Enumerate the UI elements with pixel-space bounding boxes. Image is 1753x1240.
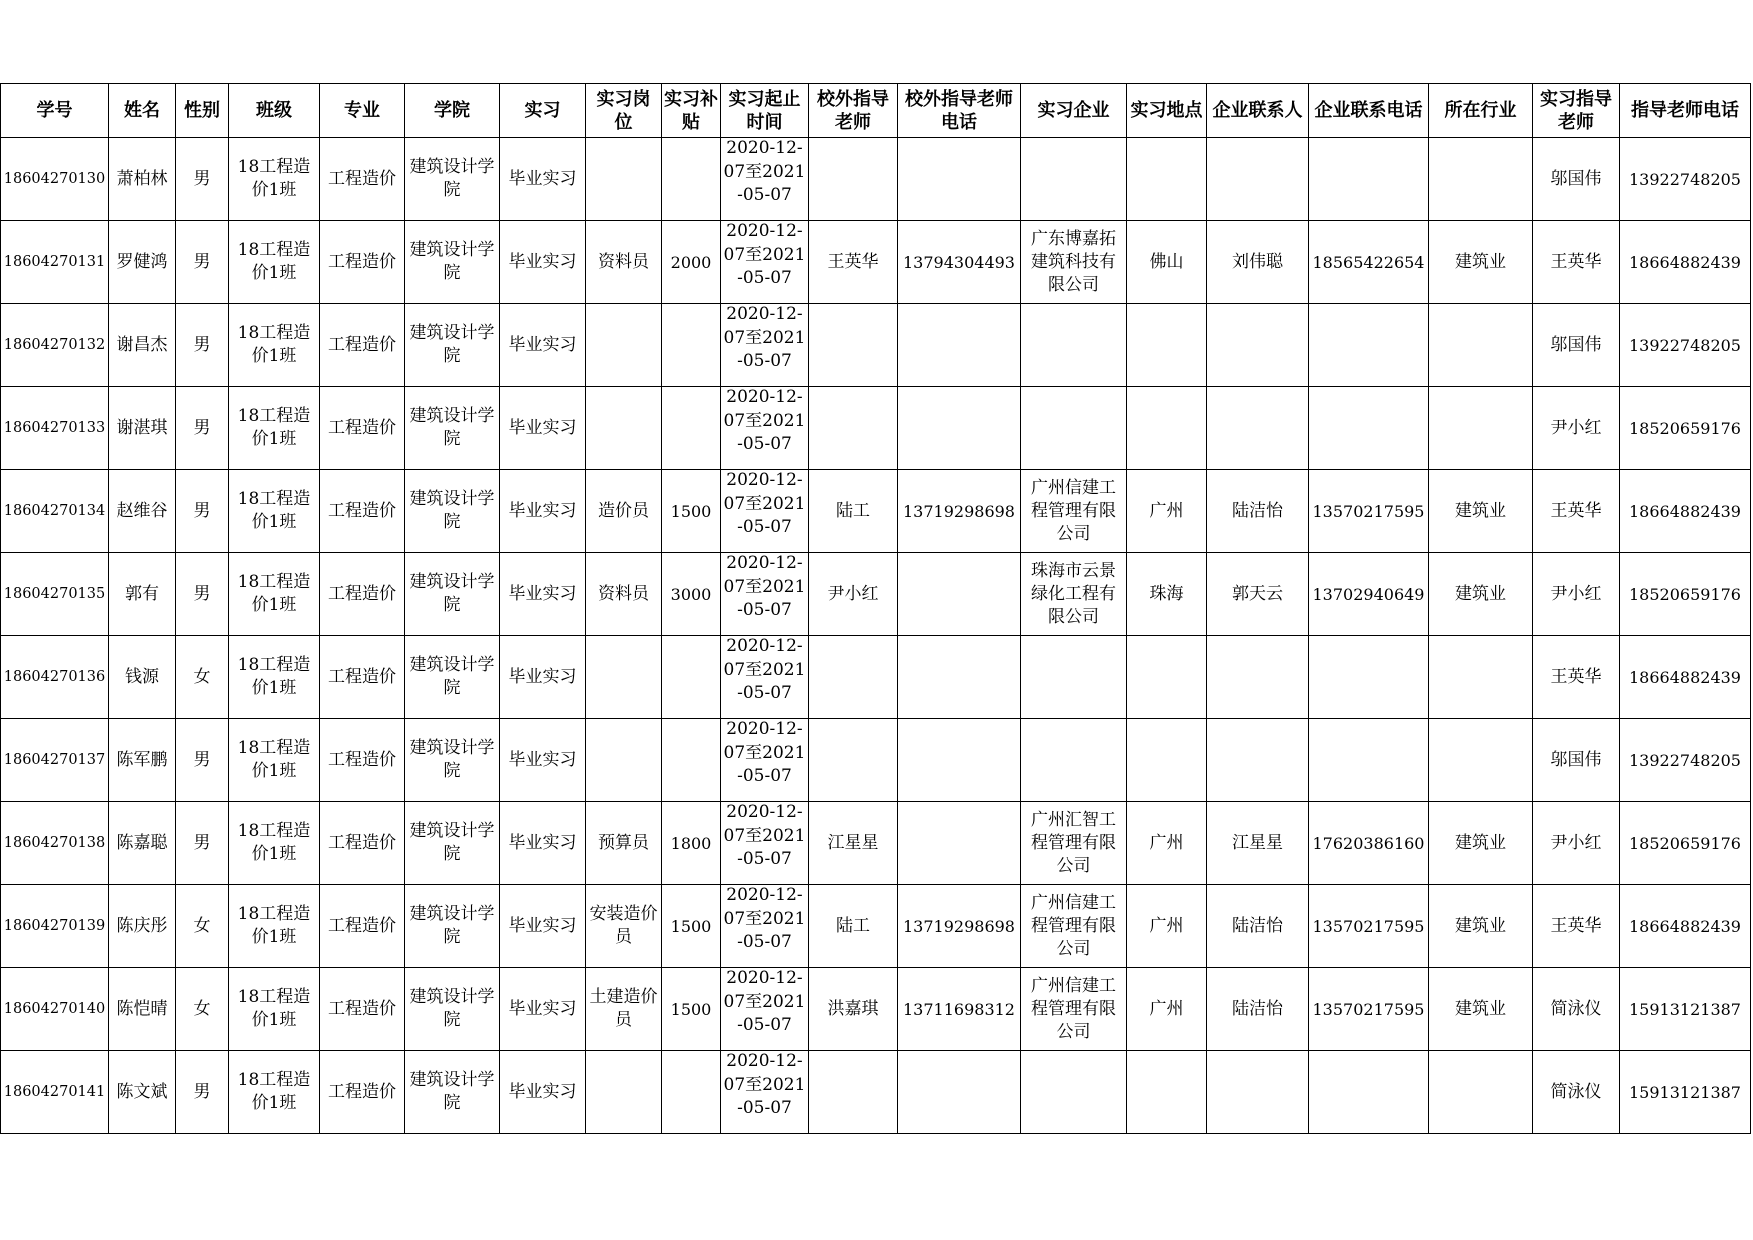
cell-position [586,719,662,802]
cell-subsidy: 1800 [662,802,721,885]
cell-major: 工程造价 [320,470,405,553]
cell-location: 佛山 [1127,221,1207,304]
cell-period [721,470,809,553]
cell-location: 广州 [1127,802,1207,885]
cell-industry [1429,636,1533,719]
cell-college: 建筑设计学院 [405,387,500,470]
cell-major: 工程造价 [320,968,405,1051]
cell-company-phone [1309,138,1429,221]
cell-internship: 毕业实习 [500,470,586,553]
cell-supervisor: 尹小红 [1533,553,1620,636]
cell-subsidy: 1500 [662,968,721,1051]
cell-name: 谢湛琪 [109,387,176,470]
cell-external-mentor-phone: 13794304493 [898,221,1021,304]
period-text: 2020-12-07至2021-05-07 [723,138,806,205]
col-header-subsidy: 实习补贴 [662,84,721,138]
cell-class: 18工程造价1班 [229,387,320,470]
cell-position: 资料员 [586,221,662,304]
cell-college: 建筑设计学院 [405,719,500,802]
col-header-supervisor: 实习指导老师 [1533,84,1620,138]
cell-company-contact: 郭天云 [1207,553,1309,636]
cell-external-mentor-phone [898,387,1021,470]
cell-name: 陈军鹏 [109,719,176,802]
cell-position: 预算员 [586,802,662,885]
cell-major: 工程造价 [320,885,405,968]
cell-external-mentor-phone [898,636,1021,719]
table-row [1,221,1751,304]
cell-college: 建筑设计学院 [405,470,500,553]
cell-class: 18工程造价1班 [229,885,320,968]
cell-college: 建筑设计学院 [405,968,500,1051]
cell-position [586,304,662,387]
cell-subsidy: 1500 [662,885,721,968]
table-body [1,138,1751,1134]
cell-company: 广州信建工程管理有限公司 [1021,968,1127,1051]
cell-supervisor: 王英华 [1533,221,1620,304]
cell-company-contact: 江星星 [1207,802,1309,885]
cell-period [721,636,809,719]
col-header-name: 姓名 [109,84,176,138]
cell-external-mentor [809,304,898,387]
table-row [1,138,1751,221]
cell-external-mentor: 江星星 [809,802,898,885]
cell-supervisor-phone: 18664882439 [1620,636,1751,719]
col-header-college: 学院 [405,84,500,138]
period-text: 2020-12-07至2021-05-07 [723,802,806,869]
cell-college: 建筑设计学院 [405,802,500,885]
cell-class: 18工程造价1班 [229,636,320,719]
cell-name: 陈嘉聪 [109,802,176,885]
cell-supervisor: 王英华 [1533,885,1620,968]
cell-name: 陈文斌 [109,1051,176,1134]
period-text: 2020-12-07至2021-05-07 [723,885,806,952]
period-text: 2020-12-07至2021-05-07 [723,553,806,620]
cell-position: 造价员 [586,470,662,553]
cell-internship: 毕业实习 [500,719,586,802]
cell-class: 18工程造价1班 [229,304,320,387]
cell-student-id: 18604270136 [1,636,109,719]
cell-subsidy: 1500 [662,470,721,553]
cell-external-mentor [809,138,898,221]
cell-external-mentor [809,636,898,719]
cell-college: 建筑设计学院 [405,1051,500,1134]
table-row [1,387,1751,470]
cell-major: 工程造价 [320,553,405,636]
cell-student-id: 18604270133 [1,387,109,470]
cell-period [721,221,809,304]
cell-company: 广东博嘉拓建筑科技有限公司 [1021,221,1127,304]
cell-period [721,968,809,1051]
cell-class: 18工程造价1班 [229,1051,320,1134]
cell-student-id: 18604270138 [1,802,109,885]
cell-supervisor: 简泳仪 [1533,1051,1620,1134]
col-header-company: 实习企业 [1021,84,1127,138]
cell-period [721,802,809,885]
cell-internship: 毕业实习 [500,636,586,719]
cell-gender: 女 [176,636,229,719]
cell-student-id: 18604270137 [1,719,109,802]
period-text: 2020-12-07至2021-05-07 [723,221,806,288]
table-row [1,1051,1751,1134]
cell-period [721,138,809,221]
cell-company [1021,719,1127,802]
cell-subsidy [662,387,721,470]
cell-major: 工程造价 [320,138,405,221]
cell-position: 土建造价员 [586,968,662,1051]
cell-college: 建筑设计学院 [405,304,500,387]
cell-supervisor-phone: 13922748205 [1620,138,1751,221]
cell-company [1021,1051,1127,1134]
cell-major: 工程造价 [320,636,405,719]
cell-company-contact: 陆洁怡 [1207,470,1309,553]
cell-internship: 毕业实习 [500,802,586,885]
cell-industry: 建筑业 [1429,553,1533,636]
cell-industry: 建筑业 [1429,885,1533,968]
cell-gender: 女 [176,968,229,1051]
cell-company [1021,304,1127,387]
cell-period [721,387,809,470]
cell-internship: 毕业实习 [500,138,586,221]
cell-external-mentor-phone [898,1051,1021,1134]
cell-student-id: 18604270132 [1,304,109,387]
cell-subsidy [662,304,721,387]
cell-external-mentor [809,1051,898,1134]
period-text: 2020-12-07至2021-05-07 [723,304,806,371]
col-header-class: 班级 [229,84,320,138]
cell-industry: 建筑业 [1429,470,1533,553]
cell-supervisor-phone: 18520659176 [1620,553,1751,636]
cell-supervisor: 尹小红 [1533,387,1620,470]
cell-company [1021,387,1127,470]
cell-major: 工程造价 [320,221,405,304]
cell-gender: 女 [176,885,229,968]
cell-company-phone [1309,719,1429,802]
col-header-external-mentor-phone: 校外指导老师电话 [898,84,1021,138]
period-text: 2020-12-07至2021-05-07 [723,470,806,537]
cell-class: 18工程造价1班 [229,138,320,221]
cell-external-mentor-phone: 13719298698 [898,470,1021,553]
cell-supervisor: 简泳仪 [1533,968,1620,1051]
cell-industry [1429,138,1533,221]
cell-location [1127,138,1207,221]
period-text: 2020-12-07至2021-05-07 [723,968,806,1035]
cell-supervisor-phone: 18664882439 [1620,470,1751,553]
col-header-major: 专业 [320,84,405,138]
cell-company [1021,636,1127,719]
cell-supervisor: 尹小红 [1533,802,1620,885]
col-header-student-id: 学号 [1,84,109,138]
cell-external-mentor-phone [898,553,1021,636]
cell-supervisor: 邬国伟 [1533,138,1620,221]
cell-period [721,1051,809,1134]
cell-student-id: 18604270140 [1,968,109,1051]
cell-internship: 毕业实习 [500,968,586,1051]
cell-industry [1429,719,1533,802]
cell-external-mentor-phone [898,138,1021,221]
cell-name: 赵维谷 [109,470,176,553]
table-row [1,968,1751,1051]
cell-college: 建筑设计学院 [405,885,500,968]
cell-industry [1429,1051,1533,1134]
cell-supervisor-phone: 15913121387 [1620,968,1751,1051]
cell-external-mentor: 王英华 [809,221,898,304]
cell-position [586,1051,662,1134]
cell-period [721,304,809,387]
cell-external-mentor [809,719,898,802]
cell-external-mentor: 陆工 [809,885,898,968]
cell-gender: 男 [176,719,229,802]
cell-supervisor-phone: 18520659176 [1620,802,1751,885]
cell-company [1021,138,1127,221]
cell-class: 18工程造价1班 [229,221,320,304]
col-header-company-contact: 企业联系人 [1207,84,1309,138]
cell-external-mentor-phone: 13719298698 [898,885,1021,968]
cell-company-phone [1309,304,1429,387]
cell-company: 广州信建工程管理有限公司 [1021,885,1127,968]
col-header-position: 实习岗位 [586,84,662,138]
cell-student-id: 18604270135 [1,553,109,636]
cell-internship: 毕业实习 [500,387,586,470]
cell-period [721,719,809,802]
cell-company-contact [1207,1051,1309,1134]
cell-external-mentor: 尹小红 [809,553,898,636]
cell-internship: 毕业实习 [500,885,586,968]
cell-industry [1429,387,1533,470]
cell-class: 18工程造价1班 [229,802,320,885]
cell-company-phone: 13570217595 [1309,470,1429,553]
header-row [1,84,1751,138]
cell-location: 广州 [1127,470,1207,553]
cell-external-mentor-phone [898,719,1021,802]
cell-company-contact [1207,138,1309,221]
cell-industry [1429,304,1533,387]
cell-internship: 毕业实习 [500,221,586,304]
cell-name: 郭有 [109,553,176,636]
cell-student-id: 18604270134 [1,470,109,553]
cell-supervisor-phone: 15913121387 [1620,1051,1751,1134]
cell-company-contact [1207,719,1309,802]
cell-location [1127,636,1207,719]
cell-company-contact: 陆洁怡 [1207,968,1309,1051]
cell-internship: 毕业实习 [500,304,586,387]
cell-name: 萧柏林 [109,138,176,221]
cell-company: 珠海市云景绿化工程有限公司 [1021,553,1127,636]
col-header-external-mentor: 校外指导老师 [809,84,898,138]
col-header-period: 实习起止时间 [721,84,809,138]
cell-gender: 男 [176,1051,229,1134]
cell-major: 工程造价 [320,304,405,387]
cell-company-phone: 17620386160 [1309,802,1429,885]
period-text: 2020-12-07至2021-05-07 [723,1051,806,1118]
table-row [1,553,1751,636]
cell-college: 建筑设计学院 [405,636,500,719]
cell-location [1127,1051,1207,1134]
cell-position [586,636,662,719]
cell-supervisor: 邬国伟 [1533,719,1620,802]
cell-supervisor-phone: 18520659176 [1620,387,1751,470]
cell-company-contact: 陆洁怡 [1207,885,1309,968]
cell-company: 广州汇智工程管理有限公司 [1021,802,1127,885]
cell-position: 安装造价员 [586,885,662,968]
cell-internship: 毕业实习 [500,553,586,636]
cell-college: 建筑设计学院 [405,221,500,304]
cell-company-contact [1207,387,1309,470]
cell-gender: 男 [176,387,229,470]
cell-external-mentor-phone [898,802,1021,885]
cell-student-id: 18604270131 [1,221,109,304]
cell-company-contact: 刘伟聪 [1207,221,1309,304]
col-header-company-phone: 企业联系电话 [1309,84,1429,138]
cell-external-mentor [809,387,898,470]
table-row [1,304,1751,387]
cell-company-phone [1309,387,1429,470]
cell-period [721,553,809,636]
col-header-location: 实习地点 [1127,84,1207,138]
internship-table [0,83,1751,1134]
cell-class: 18工程造价1班 [229,968,320,1051]
cell-subsidy [662,636,721,719]
cell-college: 建筑设计学院 [405,553,500,636]
cell-company-contact [1207,636,1309,719]
cell-internship: 毕业实习 [500,1051,586,1134]
table-row [1,636,1751,719]
cell-gender: 男 [176,221,229,304]
cell-class: 18工程造价1班 [229,470,320,553]
cell-class: 18工程造价1班 [229,553,320,636]
cell-class: 18工程造价1班 [229,719,320,802]
cell-name: 谢昌杰 [109,304,176,387]
period-text: 2020-12-07至2021-05-07 [723,636,806,703]
cell-college: 建筑设计学院 [405,138,500,221]
col-header-industry: 所在行业 [1429,84,1533,138]
cell-gender: 男 [176,304,229,387]
cell-location [1127,719,1207,802]
cell-gender: 男 [176,470,229,553]
cell-supervisor-phone: 18664882439 [1620,885,1751,968]
cell-company-phone [1309,636,1429,719]
cell-company-phone: 13702940649 [1309,553,1429,636]
cell-external-mentor-phone [898,304,1021,387]
cell-student-id: 18604270139 [1,885,109,968]
cell-supervisor-phone: 18664882439 [1620,221,1751,304]
cell-major: 工程造价 [320,719,405,802]
col-header-gender: 性别 [176,84,229,138]
cell-gender: 男 [176,553,229,636]
cell-major: 工程造价 [320,387,405,470]
cell-name: 钱源 [109,636,176,719]
table-row [1,885,1751,968]
period-text: 2020-12-07至2021-05-07 [723,387,806,454]
cell-supervisor: 邬国伟 [1533,304,1620,387]
cell-external-mentor-phone: 13711698312 [898,968,1021,1051]
cell-location: 珠海 [1127,553,1207,636]
cell-location [1127,304,1207,387]
cell-name: 罗健鸿 [109,221,176,304]
col-header-internship: 实习 [500,84,586,138]
cell-subsidy: 2000 [662,221,721,304]
cell-name: 陈庆彤 [109,885,176,968]
cell-name: 陈恺晴 [109,968,176,1051]
cell-company-phone: 18565422654 [1309,221,1429,304]
cell-position [586,138,662,221]
cell-major: 工程造价 [320,1051,405,1134]
cell-company-contact [1207,304,1309,387]
cell-external-mentor: 洪嘉琪 [809,968,898,1051]
cell-student-id: 18604270130 [1,138,109,221]
cell-supervisor-phone: 13922748205 [1620,719,1751,802]
cell-subsidy [662,1051,721,1134]
cell-period [721,885,809,968]
cell-supervisor-phone: 13922748205 [1620,304,1751,387]
cell-major: 工程造价 [320,802,405,885]
cell-company-phone [1309,1051,1429,1134]
cell-supervisor: 王英华 [1533,470,1620,553]
table-row [1,719,1751,802]
cell-student-id: 18604270141 [1,1051,109,1134]
cell-supervisor: 王英华 [1533,636,1620,719]
cell-position: 资料员 [586,553,662,636]
cell-subsidy [662,138,721,221]
table-row [1,802,1751,885]
cell-location [1127,387,1207,470]
period-text: 2020-12-07至2021-05-07 [723,719,806,786]
cell-location: 广州 [1127,885,1207,968]
cell-company-phone: 13570217595 [1309,968,1429,1051]
cell-industry: 建筑业 [1429,221,1533,304]
cell-industry: 建筑业 [1429,802,1533,885]
cell-gender: 男 [176,802,229,885]
cell-industry: 建筑业 [1429,968,1533,1051]
cell-location: 广州 [1127,968,1207,1051]
cell-subsidy: 3000 [662,553,721,636]
cell-subsidy [662,719,721,802]
cell-company-phone: 13570217595 [1309,885,1429,968]
cell-external-mentor: 陆工 [809,470,898,553]
cell-company: 广州信建工程管理有限公司 [1021,470,1127,553]
cell-gender: 男 [176,138,229,221]
cell-position [586,387,662,470]
col-header-supervisor-phone: 指导老师电话 [1620,84,1751,138]
table-row [1,470,1751,553]
